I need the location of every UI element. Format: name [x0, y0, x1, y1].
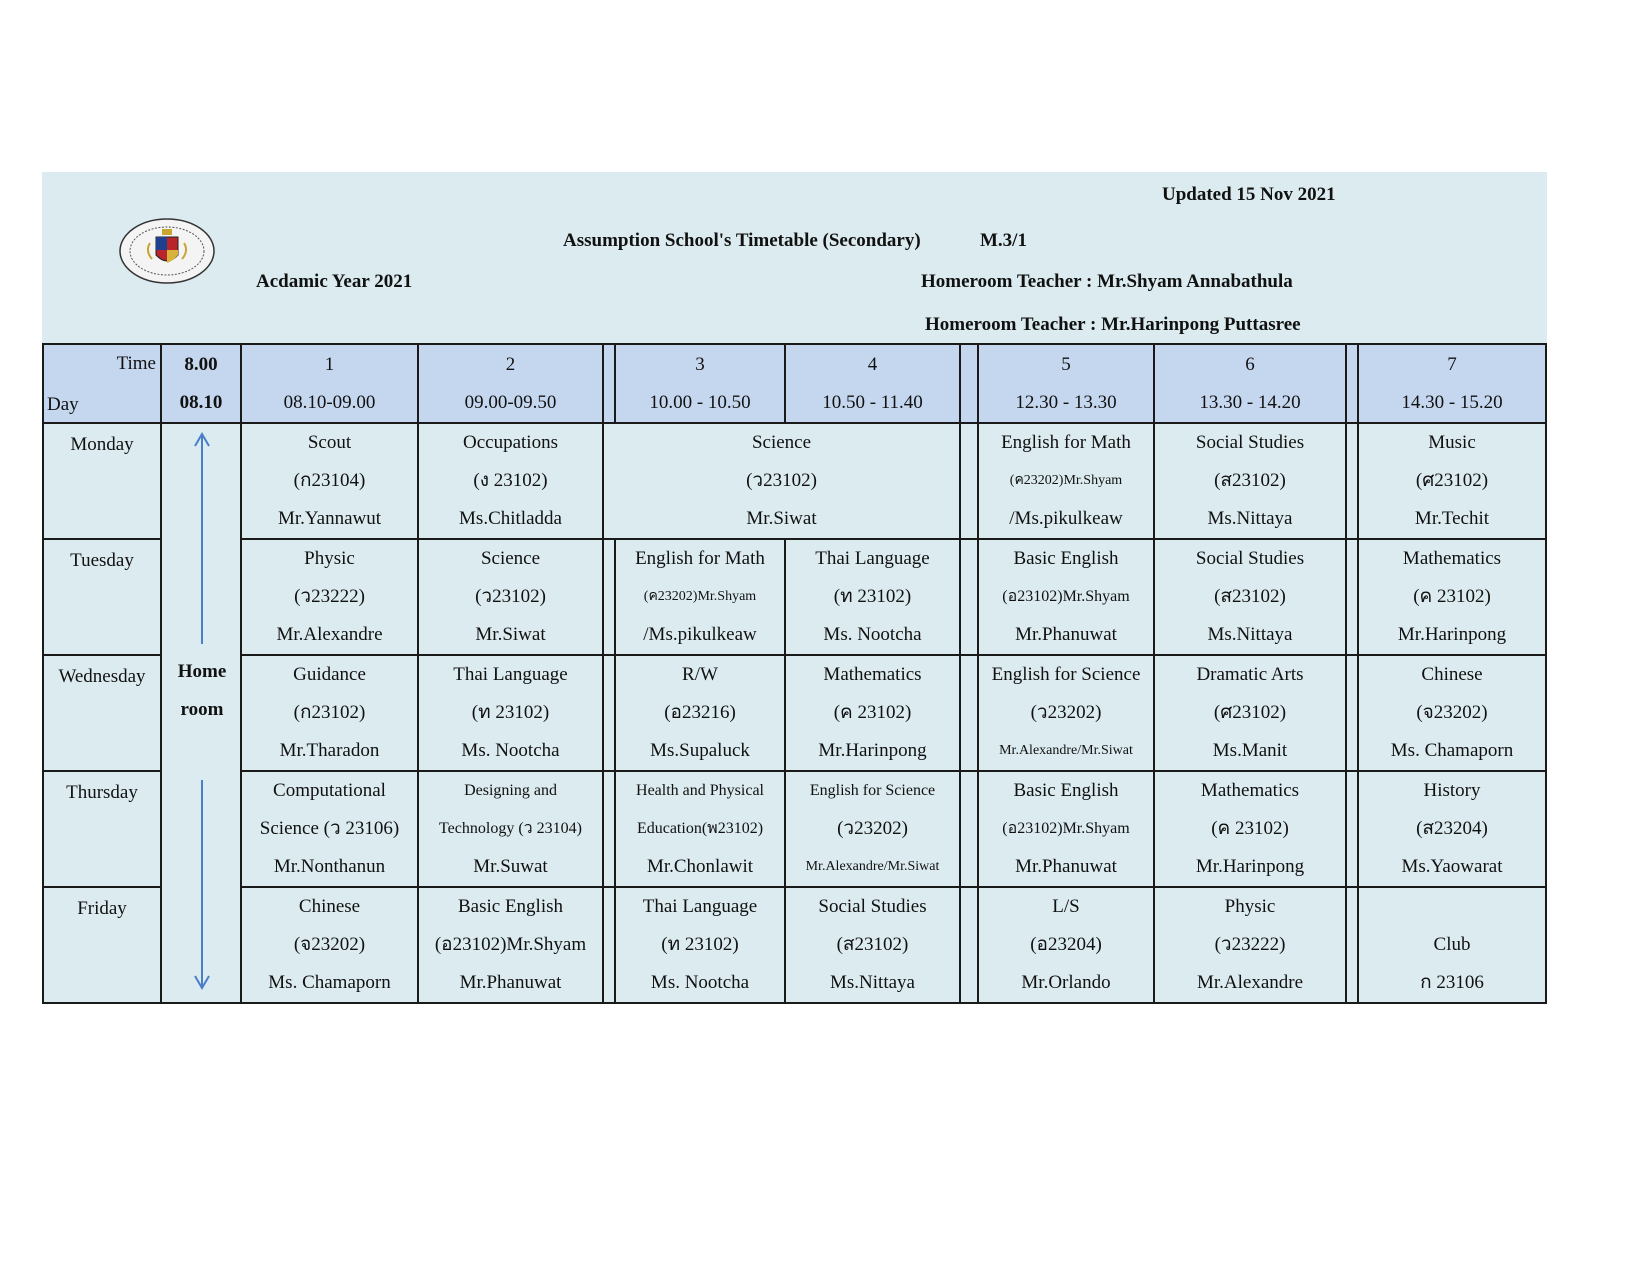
subject-code: (จ23202) — [293, 934, 366, 955]
homeroom-column — [161, 423, 241, 1003]
subject-code: (ว23202) — [837, 818, 908, 839]
teacher: /Ms.pikulkeaw — [1009, 508, 1123, 529]
subject: Chinese — [298, 896, 361, 917]
subject-code: (ส23102) — [1214, 470, 1286, 491]
class-cell — [603, 423, 960, 539]
period-header-3 — [615, 344, 785, 423]
subject: Chinese — [1421, 664, 1483, 685]
subject: Computational — [273, 780, 386, 801]
break-column — [603, 887, 615, 1003]
break-column — [1346, 655, 1358, 771]
teacher: Mr.Alexandre — [276, 624, 383, 645]
class-cell — [418, 655, 603, 771]
subject-code: (อ23102)Mr.Shyam — [1002, 588, 1130, 605]
subject: Guidance — [293, 664, 366, 685]
class-cell — [1358, 887, 1546, 1003]
subject: Social Studies — [1195, 548, 1305, 569]
teacher: Mr.Siwat — [746, 508, 817, 529]
day-name: Friday — [77, 898, 127, 919]
subject: Social Studies — [818, 896, 927, 917]
class-cell — [615, 887, 785, 1003]
day-cell — [43, 539, 161, 655]
period-header-6 — [1154, 344, 1346, 423]
class-cell — [1358, 655, 1546, 771]
homeroom-time-header — [161, 344, 241, 423]
subject-code: (ศ23102) — [1213, 702, 1287, 723]
period-time: 13.30 - 14.20 — [1199, 391, 1301, 413]
teacher: Mr.Alexandre/Mr.Siwat — [805, 859, 940, 874]
class-cell — [785, 887, 960, 1003]
lunch-column — [960, 539, 978, 655]
class-cell — [241, 539, 418, 655]
time-label: Time — [116, 353, 156, 374]
subject: Occupations — [463, 432, 558, 453]
lunch-column — [960, 344, 978, 423]
class-name: M.3/1 — [980, 230, 1027, 251]
period-number: 6 — [1245, 353, 1255, 375]
subject-code: Education(พ23102) — [636, 820, 764, 837]
teacher: Mr.Alexandre — [1196, 972, 1304, 993]
break-column — [603, 655, 615, 771]
teacher: Mr.Phanuwat — [459, 972, 562, 993]
lunch-column — [960, 887, 978, 1003]
period-time: 12.30 - 13.30 — [1015, 391, 1117, 413]
break-column — [1346, 423, 1358, 539]
subject-code: (ง 23102) — [473, 470, 548, 491]
academic-year: Acdamic Year 2021 — [256, 271, 413, 292]
break-column — [603, 344, 615, 423]
day-name: Tuesday — [70, 550, 134, 571]
teacher: Ms.Nittaya — [1207, 624, 1293, 645]
header-row — [43, 344, 1546, 423]
teacher: Mr.Harinpong — [1397, 624, 1507, 645]
teacher: Ms.Manit — [1212, 740, 1288, 761]
teacher: Ms.Supaluck — [650, 740, 750, 761]
subject-code: (ค 23102) — [833, 702, 912, 723]
class-cell — [1154, 423, 1346, 539]
period-number: 4 — [867, 353, 878, 375]
class-cell — [978, 771, 1154, 887]
teacher: Mr.Techit — [1414, 508, 1490, 529]
lunch-column — [960, 655, 978, 771]
subject-code: (ค 23102) — [1211, 818, 1289, 839]
subject — [1359, 888, 1545, 926]
subject-code: (ค23202)Mr.Shyam — [643, 589, 757, 604]
teacher: Ms. Chamaporn — [268, 972, 391, 993]
subject: Scout — [307, 432, 352, 453]
homeroom-teacher-1: Homeroom Teacher : Mr.Shyam Annabathula — [921, 271, 1293, 292]
period-time: 14.30 - 15.20 — [1401, 391, 1503, 413]
subject-code: Technology (ว 23104) — [439, 820, 582, 837]
break-column — [1346, 344, 1358, 423]
subject-code: (ส23204) — [1416, 818, 1488, 839]
subject-code: (ก23102) — [293, 702, 366, 723]
class-cell — [615, 655, 785, 771]
subject: Thai Language — [453, 664, 568, 685]
subject: Health and Physical — [636, 782, 764, 799]
class-cell — [615, 539, 785, 655]
subject: Basic English — [1013, 780, 1119, 801]
period-number: 2 — [505, 353, 516, 375]
period-number: 7 — [1447, 353, 1457, 375]
subject: Basic English — [457, 896, 564, 917]
teacher: Ms.Nittaya — [830, 972, 915, 993]
homeroom-end-time: 08.10 — [179, 391, 223, 413]
timetable — [42, 343, 1547, 1004]
day-name: Thursday — [66, 782, 138, 803]
subject-code: (อ23102)Mr.Shyam — [1002, 820, 1130, 837]
subject: Mathematics — [823, 664, 922, 685]
period-time: 09.00-09.50 — [464, 391, 557, 413]
teacher: /Ms.pikulkeaw — [643, 624, 757, 645]
subject-code: (ส23102) — [1214, 586, 1286, 607]
teacher: ก 23106 — [1420, 972, 1484, 993]
period-header-2 — [418, 344, 603, 423]
subject: Mathematics — [1200, 780, 1300, 801]
subject-code: Science (ว 23106) — [259, 818, 400, 839]
subject-code: (ศ23102) — [1415, 470, 1489, 491]
homeroom-start-time: 8.00 — [184, 353, 218, 375]
subject: Dramatic Arts — [1196, 664, 1304, 685]
homeroom-teacher-2: Homeroom Teacher : Mr.Harinpong Puttasree — [925, 314, 1301, 335]
subject-code: (ส23102) — [836, 934, 909, 955]
subject-code: (อ23216) — [664, 702, 736, 723]
class-cell — [1358, 771, 1546, 887]
lunch-column — [960, 423, 978, 539]
teacher: Mr.Siwat — [475, 624, 546, 645]
subject: English for Science — [991, 664, 1141, 685]
class-cell — [1358, 539, 1546, 655]
class-cell — [1154, 887, 1346, 1003]
table-row-friday — [43, 887, 1546, 1003]
day-cell — [43, 655, 161, 771]
class-cell — [418, 539, 603, 655]
teacher: Mr.Phanuwat — [1015, 624, 1117, 645]
class-cell — [241, 887, 418, 1003]
teacher: Ms. Nootcha — [461, 740, 560, 761]
subject: Designing and — [464, 782, 557, 799]
homeroom-label-2: room — [180, 699, 224, 720]
subject: Basic English — [1013, 548, 1119, 569]
day-cell — [43, 887, 161, 1003]
subject-code: (อ23204) — [1030, 934, 1102, 955]
table-row-thursday — [43, 771, 1546, 887]
subject: Social Studies — [1195, 432, 1305, 453]
teacher: Mr.Suwat — [473, 856, 548, 877]
class-cell — [418, 423, 603, 539]
subject: English for Science — [809, 782, 936, 799]
subject-code: (ว23222) — [1214, 934, 1286, 955]
class-cell — [978, 887, 1154, 1003]
teacher: Ms. Chamaporn — [1390, 740, 1514, 761]
class-cell — [785, 771, 960, 887]
day-name: Wednesday — [58, 666, 146, 687]
class-cell — [241, 771, 418, 887]
subject: Thai Language — [815, 548, 930, 569]
class-cell — [1358, 423, 1546, 539]
subject-code: (ก23104) — [293, 470, 366, 491]
subject-code: (ท 23102) — [661, 934, 739, 955]
subject-code: (ค 23102) — [1413, 586, 1491, 607]
period-number: 5 — [1061, 353, 1071, 375]
teacher: Mr.Orlando — [1021, 972, 1111, 993]
teacher: Mr.Alexandre/Mr.Siwat — [999, 743, 1133, 758]
subject: R/W — [682, 664, 718, 685]
time-day-corner — [43, 344, 161, 423]
teacher: Mr.Phanuwat — [1015, 856, 1117, 877]
subject: English for Math — [635, 548, 765, 569]
teacher: Mr.Harinpong — [1195, 856, 1305, 877]
class-cell — [978, 539, 1154, 655]
subject-code: (ค23202)Mr.Shyam — [1009, 473, 1123, 488]
period-time: 10.50 - 11.40 — [822, 391, 923, 413]
subject-code: (ท 23102) — [833, 586, 912, 607]
subject-code: (ว23102) — [746, 470, 817, 491]
period-time: 08.10-09.00 — [283, 391, 376, 413]
subject: Science — [751, 432, 812, 453]
subject-code: (จ23202) — [1416, 702, 1488, 723]
class-cell — [978, 655, 1154, 771]
subject: Science — [480, 548, 541, 569]
subject: History — [1423, 780, 1481, 801]
class-cell — [785, 539, 960, 655]
updated-date: Updated 15 Nov 2021 — [1162, 184, 1336, 205]
subject: Physic — [1224, 896, 1276, 917]
class-cell — [1154, 539, 1346, 655]
teacher: Mr.Tharadon — [279, 740, 380, 761]
teacher: Ms.Yaowarat — [1401, 856, 1503, 877]
subject: Music — [1428, 432, 1476, 453]
lunch-column — [960, 771, 978, 887]
teacher: Mr.Nonthanun — [273, 856, 386, 877]
table-row-wednesday — [43, 655, 1546, 771]
teacher: Mr.Chonlawit — [646, 856, 754, 877]
subject: English for Math — [1001, 432, 1131, 453]
teacher: Mr.Yannawut — [277, 508, 382, 529]
period-number: 1 — [324, 353, 335, 375]
teacher: Ms.Nittaya — [1207, 508, 1293, 529]
subject: Physic — [304, 548, 355, 569]
day-cell — [43, 771, 161, 887]
class-cell — [978, 423, 1154, 539]
subject-code: (ท 23102) — [471, 702, 550, 723]
day-cell — [43, 423, 161, 539]
class-cell — [241, 423, 418, 539]
class-cell — [241, 655, 418, 771]
subject-code: (ว23222) — [294, 586, 365, 607]
teacher: Ms. Nootcha — [823, 624, 922, 645]
day-name: Monday — [70, 434, 134, 455]
break-column — [1346, 887, 1358, 1003]
homeroom-label-1: Home — [177, 661, 227, 682]
teacher: Mr.Harinpong — [818, 740, 927, 761]
teacher: Ms.Chitladda — [459, 508, 562, 529]
subject-code: Club — [1433, 934, 1471, 955]
class-cell — [785, 655, 960, 771]
subject: Mathematics — [1402, 548, 1502, 569]
school-crest-icon — [118, 217, 216, 285]
teacher: Ms. Nootcha — [650, 972, 750, 993]
class-cell — [1154, 771, 1346, 887]
period-header-5 — [978, 344, 1154, 423]
period-time: 10.00 - 10.50 — [649, 391, 751, 413]
subject: L/S — [1052, 896, 1080, 917]
table-row-tuesday — [43, 539, 1546, 655]
class-cell — [418, 771, 603, 887]
class-cell — [615, 771, 785, 887]
period-header-4 — [785, 344, 960, 423]
subject-code: (อ23102)Mr.Shyam — [434, 934, 587, 955]
subject-code: (ว23102) — [475, 586, 546, 607]
table-row-monday — [43, 423, 1546, 539]
period-number: 3 — [695, 353, 705, 375]
day-label: Day — [47, 394, 79, 415]
break-column — [603, 771, 615, 887]
break-column — [603, 539, 615, 655]
subject-code: (ว23202) — [1030, 702, 1102, 723]
period-header-7 — [1358, 344, 1546, 423]
subject: Thai Language — [642, 896, 758, 917]
class-cell — [418, 887, 603, 1003]
page-title: Assumption School's Timetable (Secondary) — [563, 230, 921, 251]
break-column — [1346, 771, 1358, 887]
period-header-1 — [241, 344, 418, 423]
break-column — [1346, 539, 1358, 655]
class-cell — [1154, 655, 1346, 771]
